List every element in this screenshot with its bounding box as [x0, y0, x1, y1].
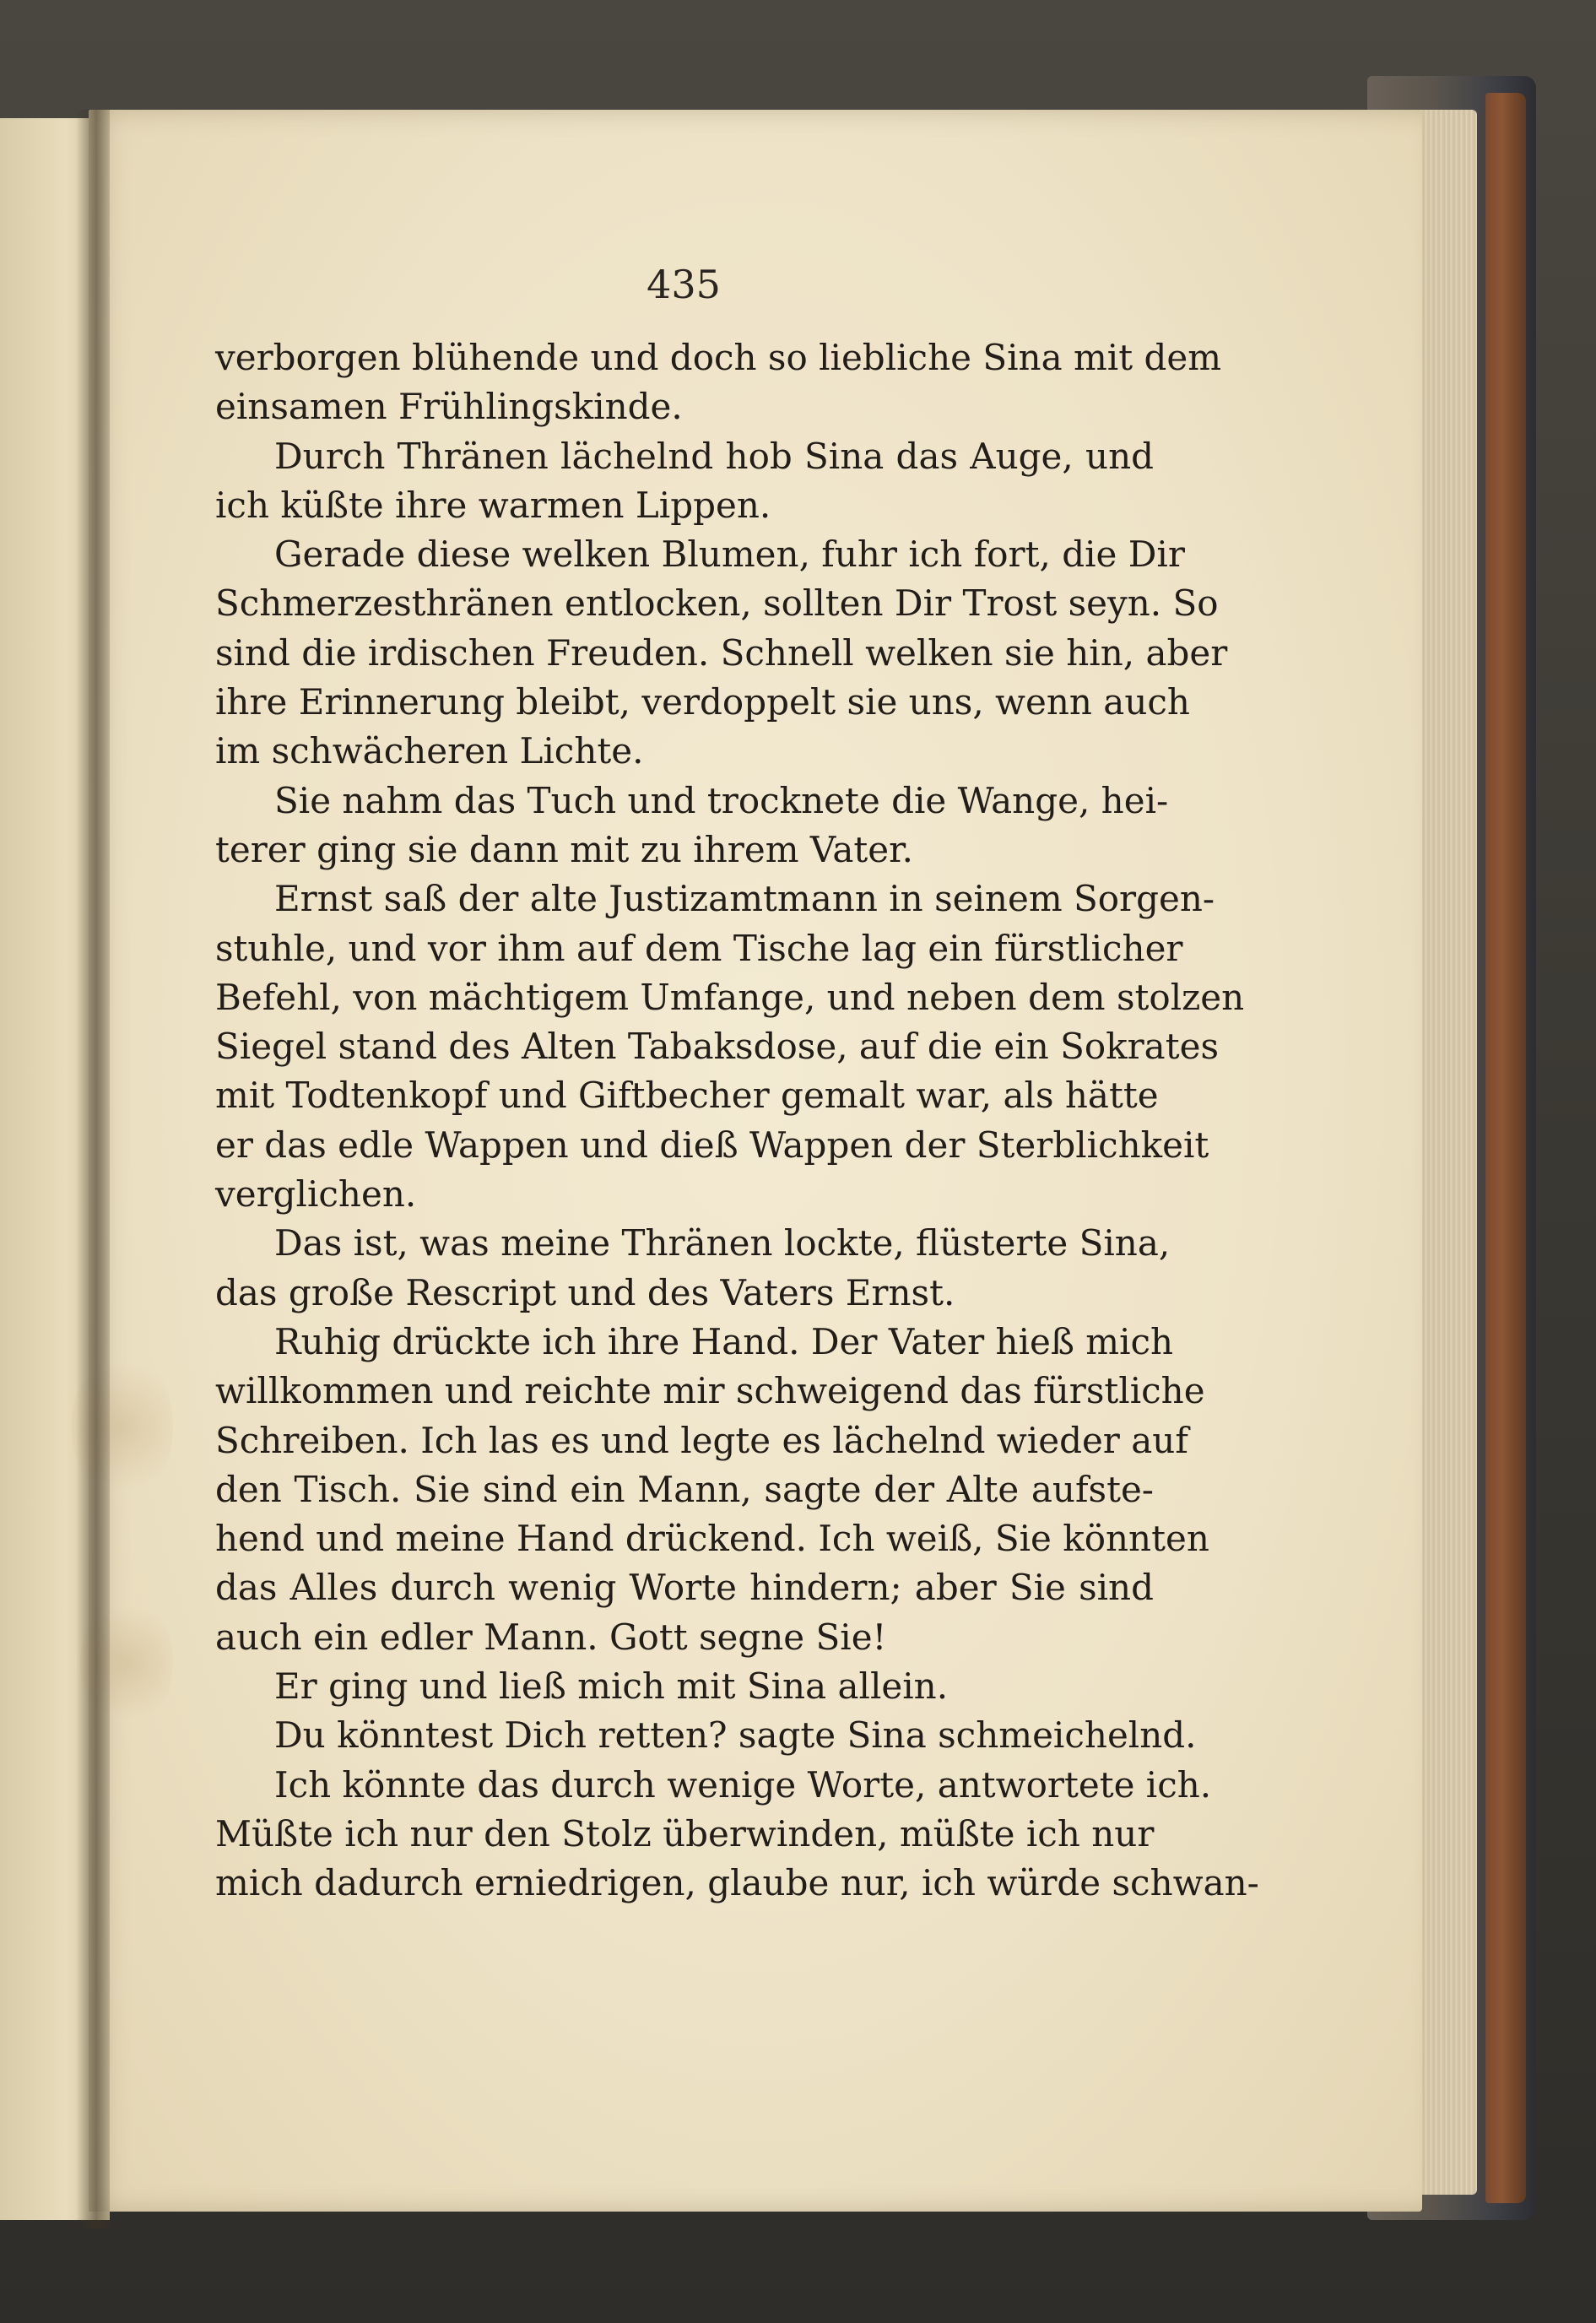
text-line: mich dadurch erniedrigen, glaube nur, ich würde schwan-: [215, 1862, 1259, 1904]
text-line: ihre Erinnerung bleibt, verdoppelt sie uns, wenn auch: [215, 681, 1190, 723]
text-line: Ernst saß der alte Justizamtmann in seinem Sorgen-: [274, 878, 1215, 920]
text-line: ich küßte ihre warmen Lippen.: [215, 484, 771, 526]
page-gutter: [76, 110, 110, 2228]
text-line: terer ging sie dann mit zu ihrem Vater.: [215, 828, 913, 870]
text-line: das Alles durch wenig Worte hindern; aber Sie sind: [215, 1567, 1154, 1609]
text-line: verborgen blühende und doch so liebliche Sina mit dem: [215, 337, 1222, 378]
text-line: Siegel stand des Alten Tabaksdose, auf die ein Sokrates: [215, 1026, 1220, 1068]
text-line: er das edle Wappen und dieß Wappen der Sterblichkeit: [215, 1124, 1209, 1166]
text-line: stuhle, und vor ihm auf dem Tische lag ein fürstlicher: [215, 927, 1183, 969]
text-line: mit Todtenkopf und Giftbecher gemalt war, als hätte: [215, 1075, 1159, 1117]
text-line: Du könntest Dich retten? sagte Sina schmeichelnd.: [274, 1714, 1197, 1757]
text-line: Schreiben. Ich las es und legte es lächelnd wieder auf: [215, 1419, 1188, 1461]
text-line: Sie nahm das Tuch und trocknete die Wange, hei-: [274, 779, 1169, 821]
text-line: Er ging und ließ mich mit Sina allein.: [274, 1665, 949, 1708]
text-line: Müßte ich nur den Stolz überwinden, müßte ich nur: [215, 1812, 1155, 1855]
text-line: Gerade diese welken Blumen, fuhr ich fort, die Dir: [274, 533, 1185, 576]
text-line: das große Rescript und des Vaters Ernst.: [215, 1271, 955, 1313]
text-line: Befehl, von mächtigem Umfange, und neben dem stolzen: [215, 976, 1245, 1018]
text-line: willkommen und reichte mir schweigend das fürstliche: [215, 1370, 1205, 1412]
cover-spine-edge: [1485, 93, 1526, 2203]
text-line: sind die irdischen Freuden. Schnell welken sie hin, aber: [215, 631, 1228, 674]
text-line: verglichen.: [215, 1173, 417, 1216]
body-text: [215, 333, 1259, 1909]
text-line: Ich könnte das durch wenige Worte, antwortete ich.: [274, 1763, 1212, 1806]
text-line: Ruhig drückte ich ihre Hand. Der Vater hieß mich: [274, 1320, 1174, 1362]
page-number: 435: [647, 262, 721, 307]
text-line: Durch Thränen lächelnd hob Sina das Auge, und: [274, 435, 1154, 477]
text-line: einsamen Frühlingskinde.: [215, 386, 683, 428]
text-line: im schwächeren Lichte.: [215, 730, 644, 772]
text-line: den Tisch. Sie sind ein Mann, sagte der Alte aufste-: [215, 1468, 1154, 1510]
text-line: Das ist, was meine Thränen lockte, flüsterte Sina,: [274, 1222, 1171, 1264]
text-line: Schmerzesthränen entlocken, sollten Dir Trost seyn. So: [215, 582, 1219, 625]
text-line: hend und meine Hand drückend. Ich weiß, Sie könnten: [215, 1518, 1209, 1560]
text-line: auch ein edler Mann. Gott segne Sie!: [215, 1616, 887, 1658]
